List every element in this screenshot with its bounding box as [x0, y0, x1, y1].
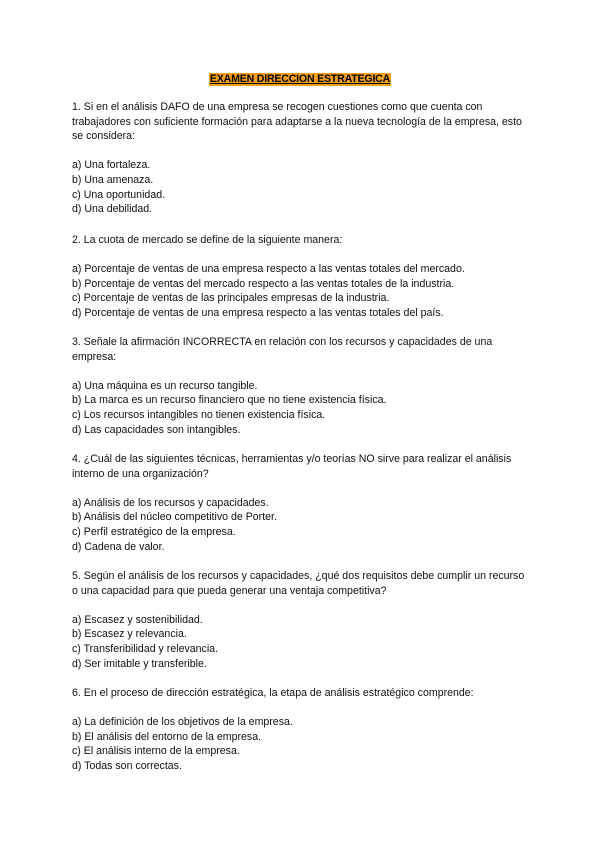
option-d: d) Cadena de valor.: [72, 540, 165, 553]
option-b: b) El análisis del entorno de la empresa.: [72, 730, 262, 743]
option-b: b) La marca es un recurso financiero que no tiene existencia física.: [72, 394, 387, 407]
option-b: b) Escasez y relevancia.: [72, 628, 187, 641]
question-2: [72, 233, 532, 321]
question-6: [72, 686, 532, 774]
question-stem: 2. La cuota de mercado se define de la siguiente manera:: [72, 234, 343, 246]
option-b: b) Una amenaza.: [72, 173, 154, 186]
option-c: c) El análisis interno de la empresa.: [72, 745, 240, 758]
option-d: d) Todas son correctas.: [72, 759, 182, 772]
option-a: a) Escasez y sostenibilidad.: [72, 613, 203, 626]
option-d: d) Porcentaje de ventas de una empresa respecto a las ventas totales del país.: [72, 306, 444, 319]
option-d: d) Ser imitable y transferible.: [72, 657, 207, 670]
question-4: [72, 452, 532, 554]
option-a: a) Análisis de los recursos y capacidades.: [72, 496, 269, 509]
option-a: a) Porcentaje de ventas de una empresa respecto a las ventas totales del mercado.: [72, 263, 465, 276]
question-stem: 6. En el proceso de dirección estratégica, la etapa de análisis estratégico comprende:: [72, 687, 474, 699]
question-3: [72, 335, 532, 437]
option-a: a) Una fortaleza.: [72, 159, 151, 172]
option-a: a) Una máquina es un recurso tangible.: [72, 379, 258, 392]
option-c: c) Transferibilidad y relevancia.: [72, 642, 219, 655]
option-b: b) Porcentaje de ventas del mercado respecto a las ventas totales de la industria.: [72, 277, 455, 290]
option-c: c) Los recursos intangibles no tienen existencia física.: [72, 408, 326, 421]
question-stem: 5. Según el análisis de los recursos y capacidades, ¿qué dos requisitos debe cumplir un recurso o una capacidad para que pueda generar una ventaja competitiva?: [72, 570, 525, 597]
option-c: c) Porcentaje de ventas de las principales empresas de la industria.: [72, 292, 390, 305]
question-1: [72, 100, 532, 217]
question-stem: 1. Si en el análisis DAFO de una empresa se recogen cuestiones como que cuenta con trabajadores con suficiente formación para adaptarse a la nueva tecnología de la empresa, esto se considera:: [72, 101, 522, 143]
question-5: [72, 569, 532, 671]
option-c: c) Perfil estratégico de la empresa.: [72, 525, 236, 538]
page-title: EXAMEN DIRECCION ESTRATEGICA: [209, 73, 391, 85]
option-c: c) Una oportunidad.: [72, 188, 166, 201]
option-b: b) Análisis del núcleo competitivo de Porter.: [72, 511, 277, 524]
question-stem: 3. Señale la afirmación INCORRECTA en relación con los recursos y capacidades de una empresa:: [72, 336, 493, 363]
option-d: d) Una debilidad.: [72, 203, 153, 216]
title-wrap: [0, 72, 600, 87]
question-stem: 4. ¿Cuál de las siguientes técnicas, herramientas y/o teorías NO sirve para realizar el análisis interno de una organización?: [72, 453, 512, 480]
option-d: d) Las capacidades son intangibles.: [72, 423, 241, 436]
option-a: a) La definición de los objetivos de la empresa.: [72, 716, 293, 729]
